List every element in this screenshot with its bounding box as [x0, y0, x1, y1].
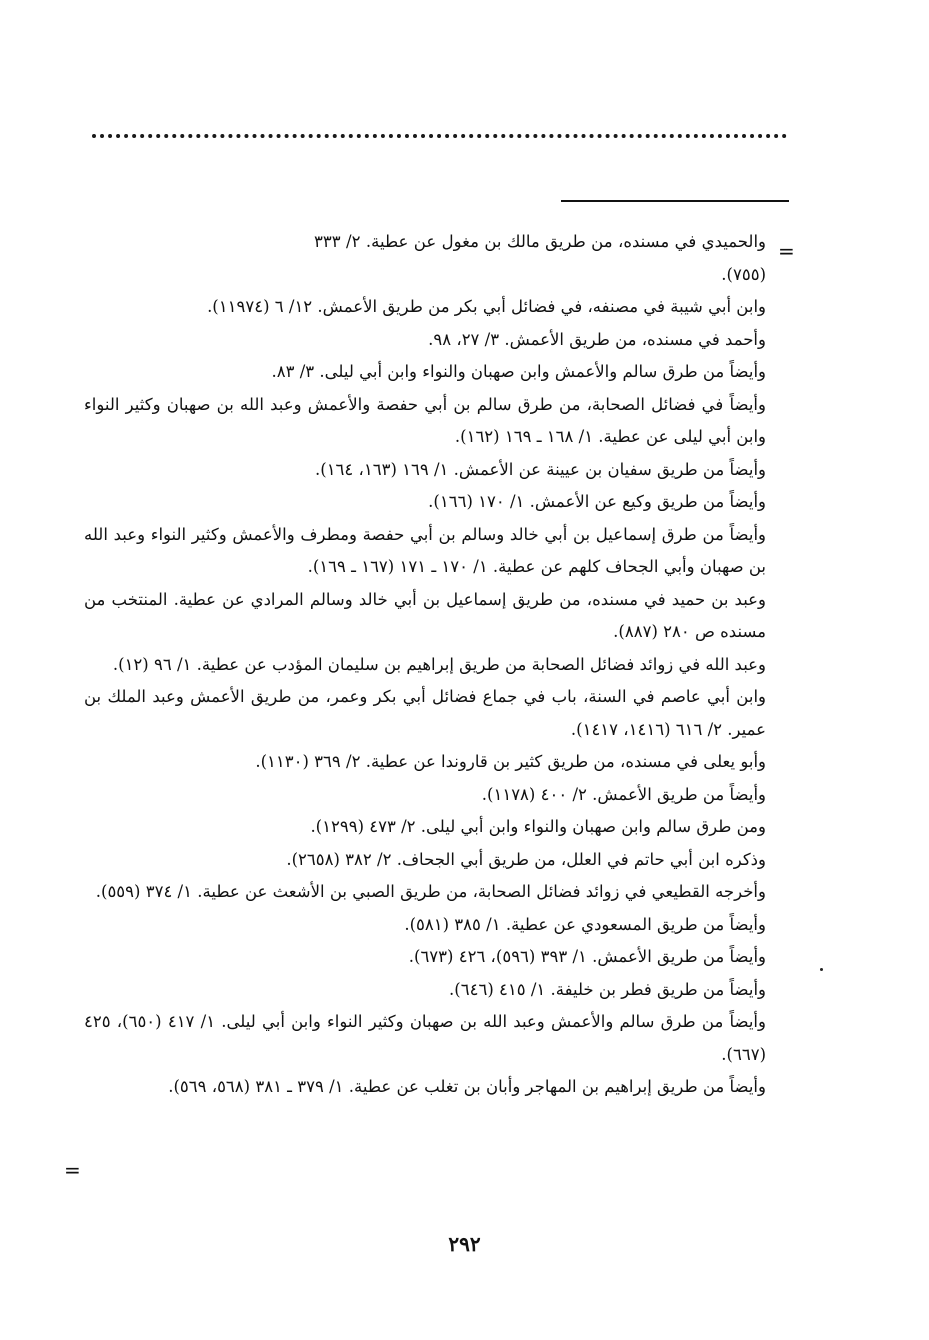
ink-dot: [820, 968, 823, 971]
footnote-line: وابن أبي شيبة في مصنفه، في فضائل أبي بكر من طريق الأعمش. ١٢/ ٦ (١١٩٧٤).: [207, 297, 766, 316]
footnote-line: وأيضاً من طريق إبراهيم بن المهاجر وأبان بن تغلب عن عطية. ١/ ٣٧٩ ـ ٣٨١ (٥٦٨، ٥٦٩).: [168, 1077, 766, 1096]
dotted-separator: [92, 134, 787, 138]
footnote-line: والحميدي في مسنده، من طريق مالك بن مغول عن عطية. ٢/ ٣٣٣ (٧٥٥).: [314, 232, 767, 284]
footnote-line: وذكره ابن أبي حاتم في العلل، من طريق أبي الجحاف. ٢/ ٣٨٢ (٢٦٥٨).: [286, 849, 766, 869]
footnote-line: وأيضاً من طريق الأعمش. ٢/ ٤٠٠ (١١٧٨).: [481, 784, 766, 804]
footnote-line: وأيضاً من طرق سالم والأعمش وابن صهبان والنواء وابن أبي ليلى. ٣/ ٨٣.: [271, 362, 766, 381]
footnote-line: وأيضاً من طريق سفيان بن عيينة عن الأعمش. ١/ ١٦٩ (١٦٣، ١٦٤).: [315, 459, 766, 479]
continuation-mark-top: =: [778, 239, 795, 263]
footnote-line: وأيضاً من طريق فطر بن خليفة. ١/ ٤١٥ (٦٤٦).: [449, 979, 766, 999]
footnote-line: وأبو يعلى في مسنده، من طريق كثير بن قاروندا عن عطية. ٢/ ٣٦٩ (١١٣٠).: [255, 752, 766, 771]
footnote-line: وأيضاً من طريق الأعمش. ١/ ٣٩٣ (٥٩٦)، ٤٢٦ (٦٧٣).: [408, 947, 766, 966]
footnote-line: وأيضاً من طريق وكيع عن الأعمش. ١/ ١٧٠ (١٦٦).: [428, 492, 766, 511]
footnote-line: وأيضاً من طريق المسعودي عن عطية. ١/ ٣٨٥ (٥٨١).: [404, 914, 766, 934]
footnote-line: وأيضاً من طرق سالم والأعمش وعبد الله بن صهبان وكثير النواء وابن أبي ليلى. ١/ ٤١٧ (٦٥٠)، ٤٢٥ (٦٦٧).: [84, 1012, 766, 1064]
footnote-line: ومن طرق سالم وابن صهبان والنواء وابن أبي ليلى. ٢/ ٤٧٣ (١٢٩٩).: [310, 817, 766, 836]
page-number: ٢٩٢: [448, 1232, 481, 1256]
footnote-rule: [561, 200, 789, 202]
footnote-line: وأخرجه القطيعي في زوائد فضائل الصحابة، من طريق الصبي بن الأشعث عن عطية. ١/ ٣٧٤ (٥٥٩).: [95, 882, 766, 901]
footnote-line: وعبد الله في زوائد فضائل الصحابة من طريق إبراهيم بن سليمان المؤدب عن عطية. ١/ ٩٦ (١٢).: [112, 654, 766, 674]
footnote-line: وأيضاً من طرق إسماعيل بن أبي خالد وسالم بن أبي حفصة ومطرف والأعمش وكثير النواء وعبد الله بن صهبان وأبي الجحاف كلهم عن عطية. ١/ ١٧٠ ـ ١٧١ (١٦٧ ـ ١٦٩).: [84, 524, 766, 576]
footnote-line: وابن أبي عاصم في السنة، باب في جماع فضائل أبي بكر وعمر، من طريق الأعمش وعبد الملك بن عمير. ٢/ ٦١٦ (١٤١٦، ١٤١٧).: [84, 687, 766, 739]
footnotes-list: [84, 226, 766, 1104]
footnote-line: وعبد بن حميد في مسنده، من طريق إسماعيل بن أبي خالد وسالم المرادي عن عطية. المنتخب من مسنده ص ٢٨٠ (٨٨٧).: [84, 589, 766, 641]
footnote-line: وأحمد في مسنده، من طريق الأعمش. ٣/ ٢٧، ٩٨.: [428, 329, 766, 349]
footnote-line: وأيضاً في فضائل الصحابة، من طرق سالم بن أبي حفصة والأعمش وعبد الله بن صهبان وكثير النواء وابن أبي ليلى عن عطية. ١/ ١٦٨ ـ ١٦٩ (١٦٢).: [84, 394, 766, 446]
continuation-mark-bottom: =: [64, 1158, 81, 1182]
